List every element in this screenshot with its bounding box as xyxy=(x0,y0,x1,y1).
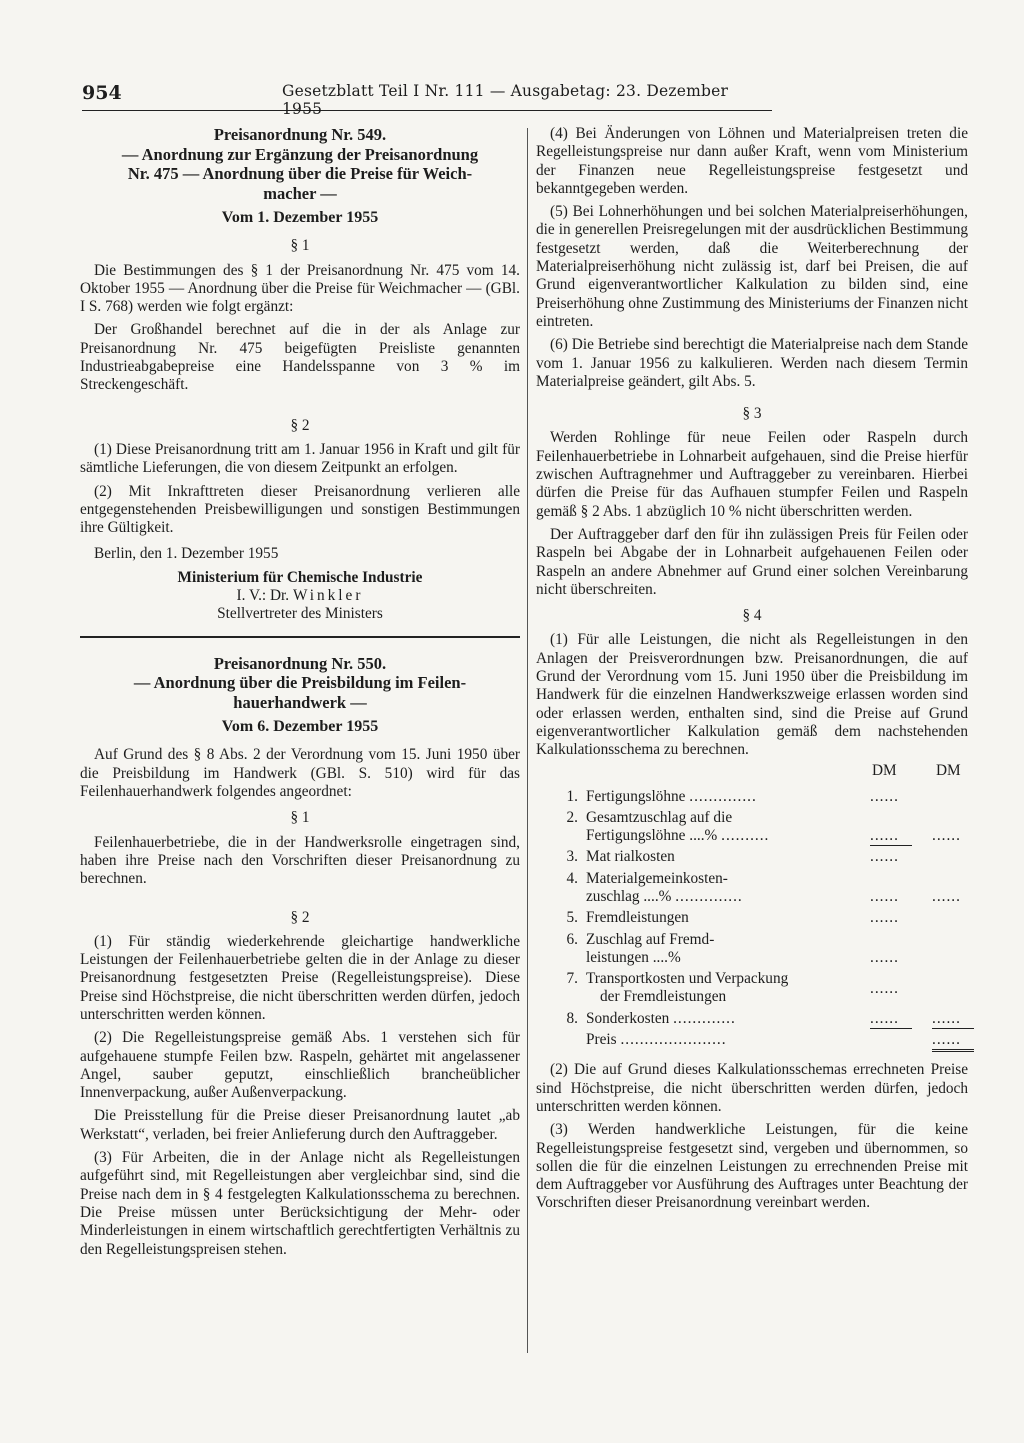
order550-s2-p7: (6) Die Betriebe sind berechtigt die Materialpreise nach dem Stande vom 1. Januar 1956 zu kalkulieren. Werden nach diesem Termin Materialpreise geändert, gilt Abs. 5. xyxy=(536,336,968,390)
order550-s1-text: Feilenhauerbetriebe, die in der Handwerksrolle eingetragen sind, haben ihre Preise nach den Vorschriften dieser Preisanordnung zu berechnen. xyxy=(80,833,520,888)
page-header xyxy=(82,80,772,118)
order549-s2-p2: (2) Mit Inkrafttreten dieser Preisanordnung verlieren alle entgegenstehenden Preisbewilligungen und sonstigen Bestimmungen ihre Gültigkeit. xyxy=(80,482,520,537)
calc-row-number: 6. xyxy=(566,930,578,948)
calc-row-label: Gesamtzuschlag auf die xyxy=(586,808,733,826)
calc-row-label: Zuschlag auf Fremd- xyxy=(586,930,715,948)
left-column xyxy=(80,125,520,1264)
calc-row-label: Sonderkosten xyxy=(586,1009,670,1027)
calc-row: 7. Transportkosten und Verpackung der Fremdleistungen ...... xyxy=(536,970,968,1007)
order550-title: Preisanordnung Nr. 550. xyxy=(213,653,387,673)
calc-row: 8. Sonderkosten ............. ...... ...... xyxy=(536,1010,968,1028)
order549-subtitle-1: — Anordnung zur Ergänzung der Preisanordnung xyxy=(121,144,479,164)
calc-row-label-2: zuschlag ....% xyxy=(586,887,672,905)
order550-s2-p6: (5) Bei Lohnerhöhungen und bei solchen Materialpreiserhöhungen, die in generellen Preisregelungen mit der ausdrücklichen Bestimmung festgesetzt werden, daß die Weiterberechnung der Materialpreiserhöhung nicht zulässig ist, darf bei Preisen, die auf Grund eigenverantwortlicher Kalkulation zu bilden sind, eine Preiserhöhung ohne Zustimmung des Ministeriums der Finanzen nicht eintreten. xyxy=(536,203,968,330)
order550-date: Vom 6. Dezember 1955 xyxy=(221,718,379,736)
order550-s3-head: § 3 xyxy=(742,405,762,423)
calc-row-label-price: Preis xyxy=(586,1031,617,1049)
order550-subtitle-1: — Anordnung über die Preisbildung im Feilen- xyxy=(133,673,467,693)
calc-row-label-2: der Fremdleistungen xyxy=(600,988,727,1006)
calc-row-label: Fertigungslöhne xyxy=(586,787,686,805)
order549-date: Vom 1. Dezember 1955 xyxy=(221,209,379,226)
order549-subtitle-3: macher — xyxy=(263,183,337,203)
order549-s2-head: § 2 xyxy=(290,416,310,434)
order550-s2-p3: Die Preisstellung für die Preise dieser Preisanordnung lautet „ab Werkstatt“, verladen, bei freier Anlieferung durch den Auftraggeber. xyxy=(80,1107,520,1143)
order550-s4-p2: (2) Die auf Grund dieses Kalkulationsschemas errechneten Preise sind Höchstpreise, die nicht überschritten werden dürfen, jedoch unterschritten werden können. xyxy=(536,1061,968,1115)
calc-row: 6. Zuschlag auf Fremd- leistungen ....% ...... xyxy=(536,931,968,968)
order550-s2-p2: (2) Die Regelleistungspreise gemäß Abs. 1 verstehen sich für aufgehauene stumpfe Feilen bzw. Raspeln, gehärtet mit angelassener Angel, sauber geputzt, einschließlich brancheüblicher Innenverpackung, außer Außenverpackung. xyxy=(80,1029,520,1102)
section-divider xyxy=(80,636,520,638)
order550-s2-head: § 2 xyxy=(290,908,310,926)
calc-row: 2. Gesamtzuschlag auf die Fertigungslöhne ....% .......... ...... ...... xyxy=(536,809,968,846)
calc-row: 3. Mat rialkosten ...... xyxy=(536,848,968,866)
calc-row-label: Materialgemeinkosten- xyxy=(586,869,728,887)
place-date: Berlin, den 1. Dezember 1955 xyxy=(94,545,279,563)
order550-s4-p3: (3) Werden handwerkliche Leistungen, für die keine Regelleistungspreise festgesetzt sind, vergeben und übernommen, so sollen die für die einzelnen Leistungen zu errechnenden Preise mit dem Auftraggeber vor Ausführung des Auftrages unter Beachtung der Vorschriften dieser Preisanordnung vereinbart werden. xyxy=(536,1121,968,1212)
calc-row-number: 4. xyxy=(566,869,578,887)
dm-header-1: DM xyxy=(872,761,897,779)
calc-row: 4. Materialgemeinkosten- zuschlag ....% .............. ...... ...... xyxy=(536,870,968,907)
order550-s4-p1: (1) Für alle Leistungen, die nicht als Regelleistungen in den Anlagen der Preisverordnungen bzw. Preisanordnungen, die auf Grund der Verordnung vom 15. Juni 1950 über die Preisbildung im Handwerk für die einzelnen Handwerkszweige erlassen worden sind oder erlassen werden, enthalten sind, sind die Preise auf Grund eigenverantwortlicher Kalkulation gemäß dem nachstehenden Kalkulationsschema zu berechnen. xyxy=(536,631,968,759)
calc-row-label: Mat rialkosten xyxy=(586,848,675,866)
ministry-name: Ministerium für Chemische Industrie xyxy=(177,568,423,586)
order550-subtitle-2: hauerhandwerk — xyxy=(233,692,367,712)
calc-row-number: 2. xyxy=(566,808,578,826)
calc-row-number: 3. xyxy=(566,848,578,866)
calc-row-label: Fremdleistungen xyxy=(586,909,689,927)
calc-row-label-2: leistungen ....% xyxy=(586,948,681,966)
calc-row-label-2: Fertigungslöhne ....% xyxy=(586,827,718,845)
calc-row-label: Transportkosten und Verpackung xyxy=(586,970,789,988)
calc-row-number: 1. xyxy=(566,787,578,805)
calc-row: Preis ...................... ...... xyxy=(536,1031,968,1049)
order549-s1-text: Die Bestimmungen des § 1 der Preisanordnung Nr. 475 vom 14. Oktober 1955 — Anordnung über die Preise für Weichmacher — (GBl. I S. 768) werden wie folgt ergänzt: xyxy=(80,261,520,316)
order550-s4-head: § 4 xyxy=(742,607,762,625)
order549-s2-p1: (1) Diese Preisanordnung tritt am 1. Januar 1956 in Kraft und gilt für sämtliche Lieferungen, die von diesem Zeitpunkt an erfolgen. xyxy=(80,440,520,477)
order550-s3-p1: Werden Rohlinge für neue Feilen oder Raspeln durch Feilenhauerbetriebe in Lohnarbeit aufgehauen, sind die Preise hierfür zwischen Auftragnehmer und Auftraggeber zu vereinbaren. Hierbei dürfen die Preise für das Aufhauen stumpfer Feilen und Raspeln gemäß § 2 Abs. 1 abzüglich 10 % nicht überschritten werden. xyxy=(536,429,968,520)
order549-title: Preisanordnung Nr. 549. xyxy=(213,125,387,144)
dm-header-2: DM xyxy=(936,761,961,779)
order550-intro: Auf Grund des § 8 Abs. 2 der Verordnung vom 15. Juni 1950 über die Preisbildung im Handwerk (GBl. S. 510) wird für das Feilenhauerhandwerk folgendes angeordnet: xyxy=(80,746,520,801)
right-column xyxy=(536,125,968,1218)
column-divider xyxy=(527,128,528,1353)
order549-subtitle-2: Nr. 475 — Anordnung über die Preise für Weich- xyxy=(127,164,473,183)
signer-prefix: I. V.: Dr. xyxy=(236,587,290,605)
signer-name: Winkler xyxy=(292,587,364,605)
order550-s2-p5: (4) Bei Änderungen von Löhnen und Materialpreisen treten die Regelleistungspreise nur dann außer Kraft, wenn vom Ministerium der Finanzen neue Regelleistungspreise festgesetzt und bekanntgegeben werden. xyxy=(536,125,968,197)
order550-s1-head: § 1 xyxy=(290,809,310,827)
order549-s1-head: § 1 xyxy=(290,237,310,255)
calc-row: 5. Fremdleistungen ...... xyxy=(536,909,968,927)
calc-row-number: 8. xyxy=(566,1009,578,1027)
order550-s2-p1: (1) Für ständig wiederkehrende gleichartige handwerkliche Leistungen der Feilenhauerbetriebe gelten die in der Anlage zu dieser Preisanordnung festgesetzten Preise (Regelleistungspreise). Diese Preise sind Höchstpreise, die nicht überschritten werden dürfen, jedoch unterschritten werden können. xyxy=(80,932,520,1023)
calc-row: 1. Fertigungslöhne .............. ...... xyxy=(536,788,968,806)
order550-s2-p4: (3) Für Arbeiten, die in der Anlage nicht als Regelleistungen aufgeführt sind, mit Regelleistungen aber vergleichbar sind, sind die Preise nach dem in § 4 festgelegten Kalkulationsschema zu berechnen. Die Preise müssen unter Berücksichtigung der Mehr- oder Minderleistungen in einem wirtschaftlich gerechtfertigten Verhältnis zu den Regelleistungspreisen stehen. xyxy=(80,1149,520,1258)
signer-line xyxy=(80,587,520,605)
calculation-scheme xyxy=(536,788,968,1050)
order549-s1-quote: Der Großhandel berechnet auf die in der als Anlage zur Preisanordnung Nr. 475 beigefügten Preisliste genannten Industrieabgabepreise eine Handelsspanne von 3 % im Streckengeschäft. xyxy=(80,321,520,394)
order550-s3-p2: Der Auftraggeber darf den für ihn zulässigen Preis für Feilen oder Raspeln bei Abgabe der in Lohnarbeit aufgehauenen Feilen oder Raspeln an andere Abnehmer auf Grund einer solchen Vereinbarung nicht überschreiten. xyxy=(536,525,968,598)
calc-row-number: 5. xyxy=(566,909,578,927)
page-number: 954 xyxy=(82,82,122,104)
signer-role: Stellvertreter des Ministers xyxy=(217,605,383,623)
gazette-title: Gesetzblatt Teil I Nr. 111 — Ausgabetag: 23. Dezember 1955 xyxy=(282,82,729,118)
calc-row-number: 7. xyxy=(566,970,578,988)
dm-column-headers xyxy=(536,762,968,784)
